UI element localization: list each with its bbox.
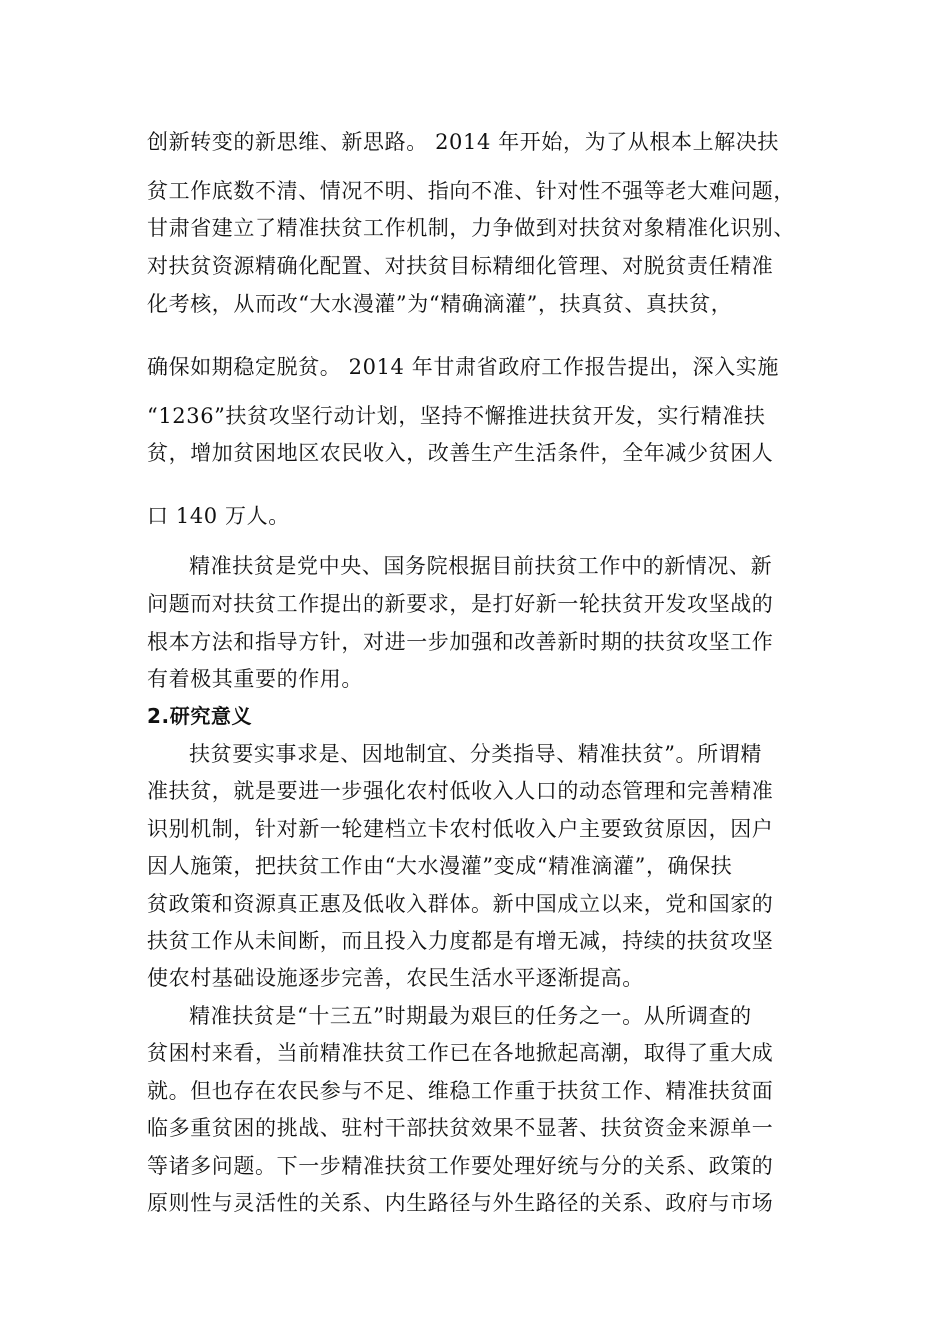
text-line: 临多重贫困的挑战、驻村干部扶贫效果不显著、扶贫资金来源单一 (147, 1116, 774, 1140)
text-line: 识别机制，针对新一轮建档立卡农村低收入户主要致贫原因，因户 (147, 817, 774, 841)
text-line: 确保如期稳定脱贫。 2014 年甘肃省政府工作报告提出，深入实施 (147, 355, 779, 379)
text-line: 贫政策和资源真正惠及低收入群体。新中国成立以来，党和国家的 (147, 892, 774, 916)
text-line: 贫，增加贫困地区农民收入，改善生产生活条件，全年减少贫困人 (147, 441, 774, 465)
text-line: 问题而对扶贫工作提出的新要求，是打好新一轮扶贫开发攻坚战的 (147, 592, 774, 616)
text-line: “1236”扶贫攻坚行动计划，坚持不懈推进扶贫开发，实行精准扶 (147, 404, 766, 428)
text-line: 原则性与灵活性的关系、内生路径与外生路径的关系、政府与市场 (147, 1191, 774, 1215)
text-line: 对扶贫资源精确化配置、对扶贫目标精细化管理、对脱贫责任精准 (147, 254, 774, 278)
text-line: 就。但也存在农民参与不足、维稳工作重于扶贫工作、精准扶贫面 (147, 1079, 774, 1103)
text-line: 根本方法和指导方针，对进一步加强和改善新时期的扶贫攻坚工作 (147, 630, 774, 654)
text-line: 甘肃省建立了精准扶贫工作机制，力争做到对扶贫对象精准化识别、 (147, 216, 795, 240)
text-line: 贫工作底数不清、情况不明、指向不准、针对性不强等老大难问题， (147, 179, 795, 203)
text-line: 化考核，从而改“大水漫灌”为“精确滴灌”，扶真贫、真扶贫， (147, 292, 733, 316)
text-line: 等诸多问题。下一步精准扶贫工作要处理好统与分的关系、政策的 (147, 1154, 774, 1178)
text-line: 有着极其重要的作用。 (147, 667, 363, 691)
text-line: 口 140 万人。 (147, 504, 290, 528)
paragraph-first-line: 精准扶贫是党中央、国务院根据目前扶贫工作中的新情况、新 (189, 554, 773, 578)
text-line: 使农村基础设施逐步完善，农民生活水平逐渐提高。 (147, 966, 644, 990)
text-line: 贫困村来看，当前精准扶贫工作已在各地掀起高潮，取得了重大成 (147, 1041, 774, 1065)
text-line: 扶贫工作从未间断，而且投入力度都是有增无减，持续的扶贫攻坚 (147, 929, 774, 953)
paragraph-first-line: 扶贫要实事求是、因地制宜、分类指导、精准扶贫”。所谓精 (189, 742, 762, 766)
section-heading: 2.研究意义 (147, 704, 253, 728)
text-line: 准扶贫，就是要进一步强化农村低收入人口的动态管理和完善精准 (147, 779, 774, 803)
paragraph-first-line: 精准扶贫是“十三五”时期最为艰巨的任务之一。从所调查的 (189, 1004, 752, 1028)
text-line: 因人施策，把扶贫工作由“大水漫灌”变成“精准滴灌”，确保扶 (147, 854, 733, 878)
text-line: 创新转变的新思维、新思路。 2014 年开始，为了从根本上解决扶 (147, 130, 779, 154)
